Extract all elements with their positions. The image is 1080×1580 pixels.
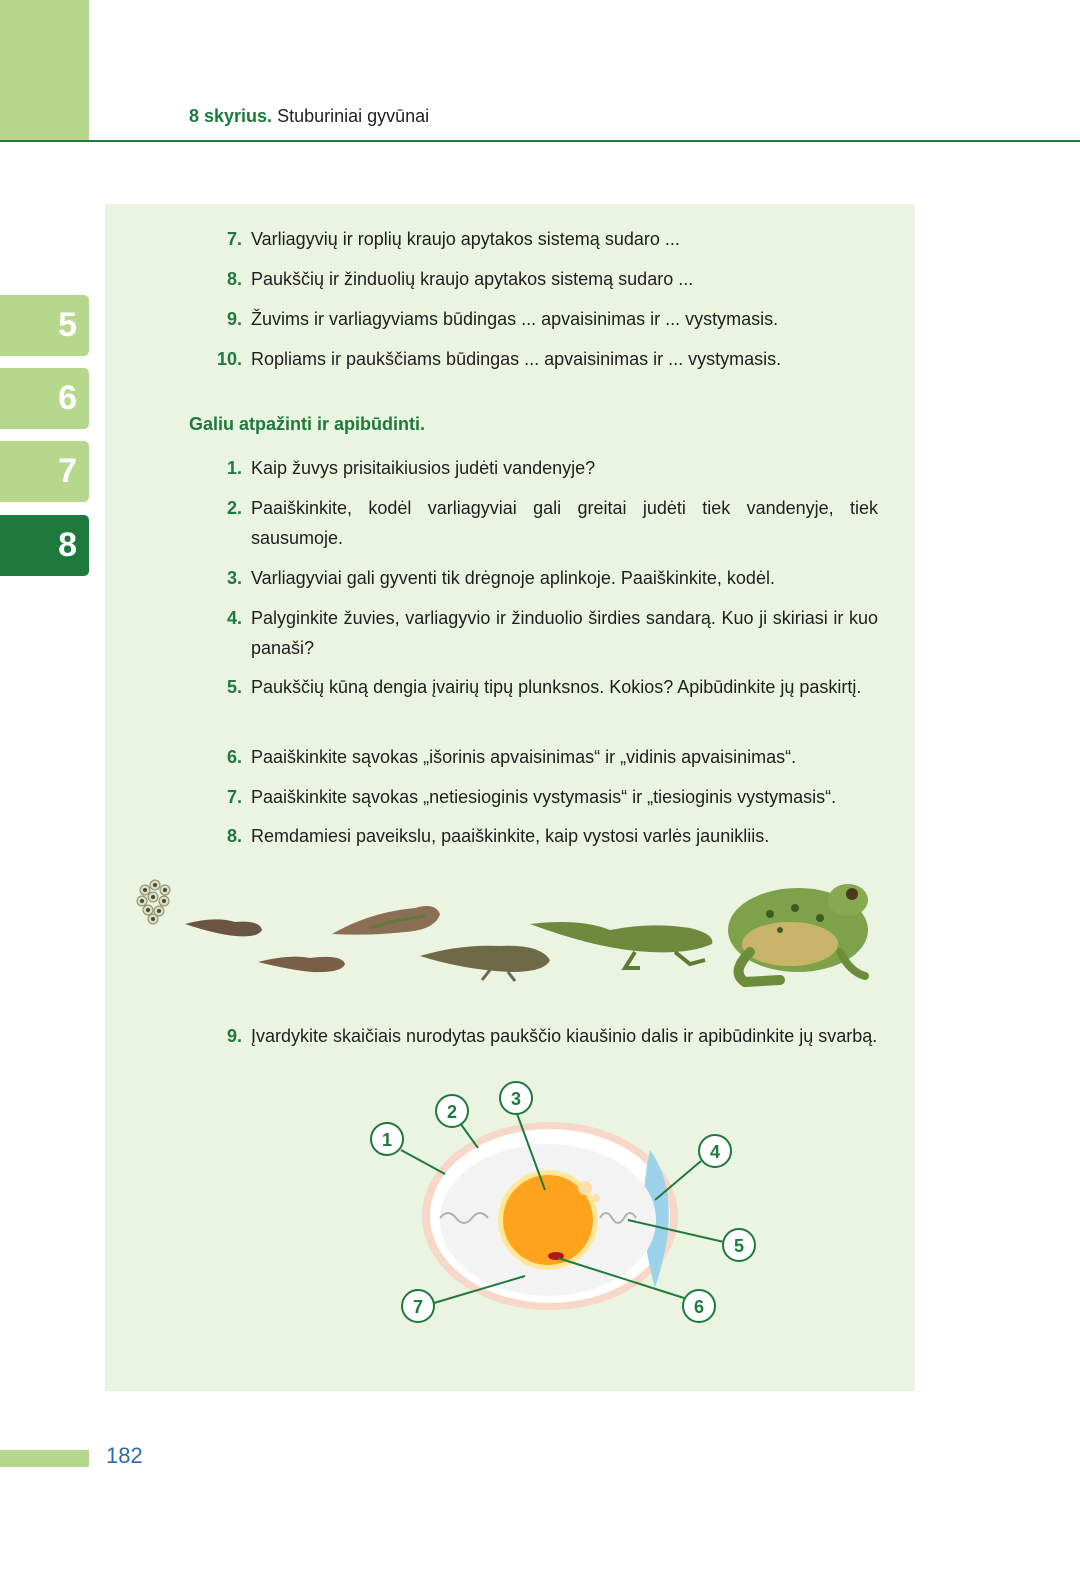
question-item: 3. Varliagyviai gali gyventi tik drėgnoje aplinkoje. Paaiškinkite, kodėl. [226,568,775,588]
chapter-title: Stuburiniai gyvūnai [277,106,430,126]
completion-item: 9. Žuvims ir varliagyviams būdingas ... apvaisinimas ir ... vystymasis. [226,309,779,329]
svg-text:1: 1 [381,1130,393,1150]
adult-frog-icon [728,884,868,982]
tadpole-icon [258,957,345,972]
section-title: Galiu atpažinti ir apibūdinti. [189,414,426,434]
svg-text:2: 2 [446,1102,458,1122]
svg-text:6: 6 [693,1297,705,1317]
completion-item: 8. Paukščių ir žinduolių kraujo apytakos sistemą sudaro ... [226,269,694,289]
egg-label-1 [371,1123,403,1155]
froglet-icon [530,922,712,968]
completion-item: 10. Ropliams ir paukščiams būdingas ... apvaisinimas ir ... vystymasis. [216,349,782,369]
header-divider [0,140,1080,142]
question-item: 6. Paaiškinkite sąvokas „išorinis apvaisinimas“ ir „vidinis apvaisinimas“. [226,747,797,767]
egg-label-2 [436,1095,468,1127]
question-item: 8. Remdamiesi paveikslu, paaiškinkite, kaip vystosi varlės jaunikliis. [226,826,770,846]
chapter-number: 8 skyrius. [189,106,273,126]
egg-label-5 [723,1229,755,1261]
tadpole-icon [332,906,440,935]
svg-text:5: 5 [733,1236,745,1256]
corner-decoration [0,0,89,140]
tadpole-legs-icon [420,946,550,981]
footer-decoration [0,1450,89,1467]
svg-text:4: 4 [709,1142,721,1162]
egg-label-4 [699,1135,731,1167]
frog-development-illustration [130,872,890,992]
egg-label-3 [500,1082,532,1114]
question-item: 1. Kaip žuvys prisitaikiusios judėti vandenyje? [226,458,596,478]
svg-text:3: 3 [510,1089,522,1109]
egg-diagram [360,1078,770,1338]
question-item: 2. Paaiškinkite, kodėl varliagyviai gali greitai judėti tiek vandenyje, tiek sausumoje. [226,498,878,548]
frog-eggs-icon [137,880,170,924]
egg-label-7 [402,1290,434,1322]
svg-text:7: 7 [412,1297,424,1317]
page-number: 182 [106,1443,143,1468]
chapter-tab-8[interactable]: 8 [0,515,89,576]
egg-label-6 [683,1290,715,1322]
chapter-tab-5[interactable]: 5 [0,295,89,356]
tadpole-icon [185,919,262,936]
page-header [189,106,429,127]
question-item: 4. Palyginkite žuvies, varliagyvio ir žinduolio širdies sandarą. Kuo ji skiriasi ir kuo panaši? [226,608,878,658]
question-item: 9. Įvardykite skaičiais nurodytas paukščio kiaušinio dalis ir apibūdinkite jų svarbą. [226,1026,878,1046]
question-item: 7. Paaiškinkite sąvokas „netiesioginis vystymasis“ ir „tiesioginis vystymasis“. [226,787,837,807]
question-item: 5. Paukščių kūną dengia įvairių tipų plunksnos. Kokios? Apibūdinkite jų paskirtį. [226,677,862,697]
completion-item: 7. Varliagyvių ir roplių kraujo apytakos sistemą sudaro ... [226,229,680,249]
chapter-tab-7[interactable]: 7 [0,441,89,502]
chapter-tab-6[interactable]: 6 [0,368,89,429]
